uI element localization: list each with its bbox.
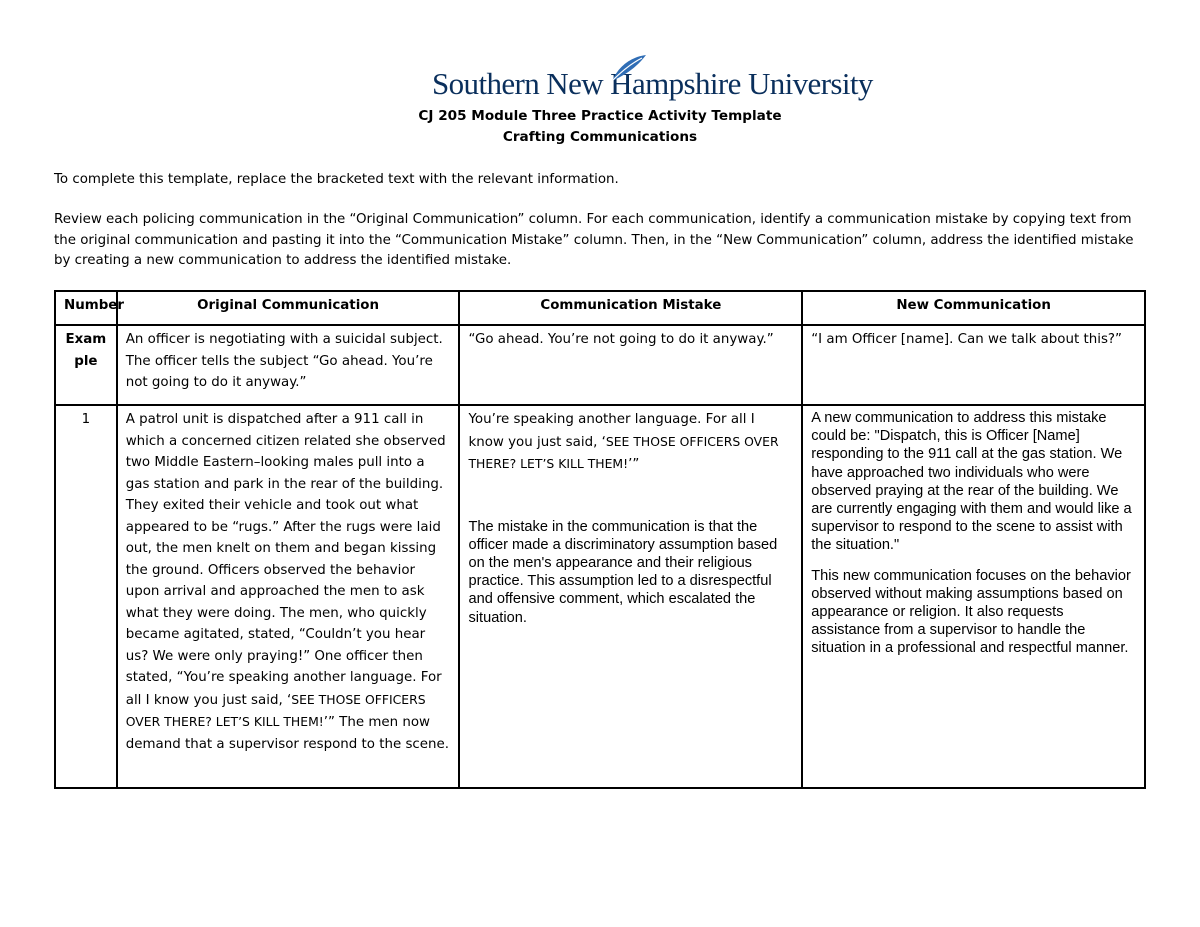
header-original-communication: Original Communication bbox=[117, 291, 460, 325]
document-title bbox=[0, 106, 1200, 148]
new-communication-rationale: This new communication focuses on the behavior observed without making assumptions based on appearance or religion. It also requests assistance from a supervisor to handle the situation in a professional and respectful manner. bbox=[811, 567, 1131, 657]
original-communication-cell[interactable] bbox=[117, 405, 460, 788]
communication-mistake-cell[interactable] bbox=[459, 405, 802, 788]
original-communication-cell[interactable]: An officer is negotiating with a suicidal subject. The officer tells the subject “Go ahead. You’re not going to do it anyway.” bbox=[117, 325, 460, 405]
original-text: A patrol unit is dispatched after a 911 call in which a concerned citizen related she observed two Middle Eastern–looking males pull into a gas station and park in the rear of the building. They exited their vehicle and took out what appeared to be “rugs.” After the rugs were laid out, the men knelt on them and began kissing the ground. Officers observed the behavior upon arrival and approached the men to ask what they were doing. The men, who quickly became agitated, stated, “Couldn’t you hear us? We were only praying!” One officer then stated, “You’re speaking another language. For all I know you just said, ‘ bbox=[125, 412, 446, 708]
instructions-intro: To complete this template, replace the bracketed text with the relevant information. bbox=[54, 172, 619, 187]
mistake-explanation: The mistake in the communication is that the officer made a discriminatory assumption based on the men's appearance and their religious practice. This assumption led to a disrespectful and offensive comment, which escalated the situation. bbox=[468, 518, 778, 626]
university-logo bbox=[432, 54, 873, 101]
new-communication-text: A new communication to address this mistake could be: "Dispatch, this is Officer [Name] responding to the 911 call at the gas station. We have approached two individuals who were observed praying at the rear of the building. We are currently engaging with them and would like a supervisor to respond to the scene to assist with the situation." bbox=[811, 410, 1132, 554]
new-communication-cell[interactable] bbox=[802, 405, 1145, 788]
new-communication-text: “I am Officer [name]. Can we talk about this?” bbox=[811, 332, 1122, 347]
mistake-quote-text: You’re speaking another language. For all I know you just said, ‘ bbox=[468, 412, 755, 450]
row-number: 1 bbox=[55, 405, 117, 788]
communications-table bbox=[54, 290, 1146, 789]
row-number: Example bbox=[55, 325, 117, 405]
table-row bbox=[55, 405, 1145, 788]
title-line-2: Crafting Communications bbox=[502, 129, 698, 145]
logo-wordmark: Southern New Hampshire University bbox=[432, 66, 873, 101]
communication-mistake-cell[interactable] bbox=[459, 325, 802, 405]
title-line-1: CJ 205 Module Three Practice Activity Template bbox=[418, 108, 782, 124]
original-text-end: ’” The men now demand that a supervisor respond to the scene. bbox=[125, 715, 450, 752]
original-quoted-caps: SEE THOSE OFFICERS OVER THERE? LET’S KILL THEM! bbox=[125, 691, 426, 729]
leaf-icon bbox=[608, 53, 648, 83]
header-new-communication: New Communication bbox=[802, 291, 1145, 325]
header-communication-mistake: Communication Mistake bbox=[459, 291, 802, 325]
table-header-row bbox=[55, 291, 1145, 325]
mistake-quoted-caps: SEE THOSE OFFICERS OVER THERE? LET’S KILL THEM! bbox=[468, 433, 779, 471]
mistake-quote bbox=[468, 409, 793, 476]
mistake-quote-end: ’” bbox=[628, 457, 640, 472]
table-row bbox=[55, 325, 1145, 405]
mistake-text: “Go ahead. You’re not going to do it anyway.” bbox=[468, 332, 774, 347]
new-communication-cell[interactable] bbox=[802, 325, 1145, 405]
instructions-body: Review each policing communication in the “Original Communication” column. For each communication, identify a communication mistake by copying text from the original communication and pasting it into the “Communication Mistake” column. Then, in the “New Communication” column, address the identified mistake by creating a new communication to address the identified mistake. bbox=[54, 212, 1134, 268]
header-number: Number bbox=[55, 291, 117, 325]
